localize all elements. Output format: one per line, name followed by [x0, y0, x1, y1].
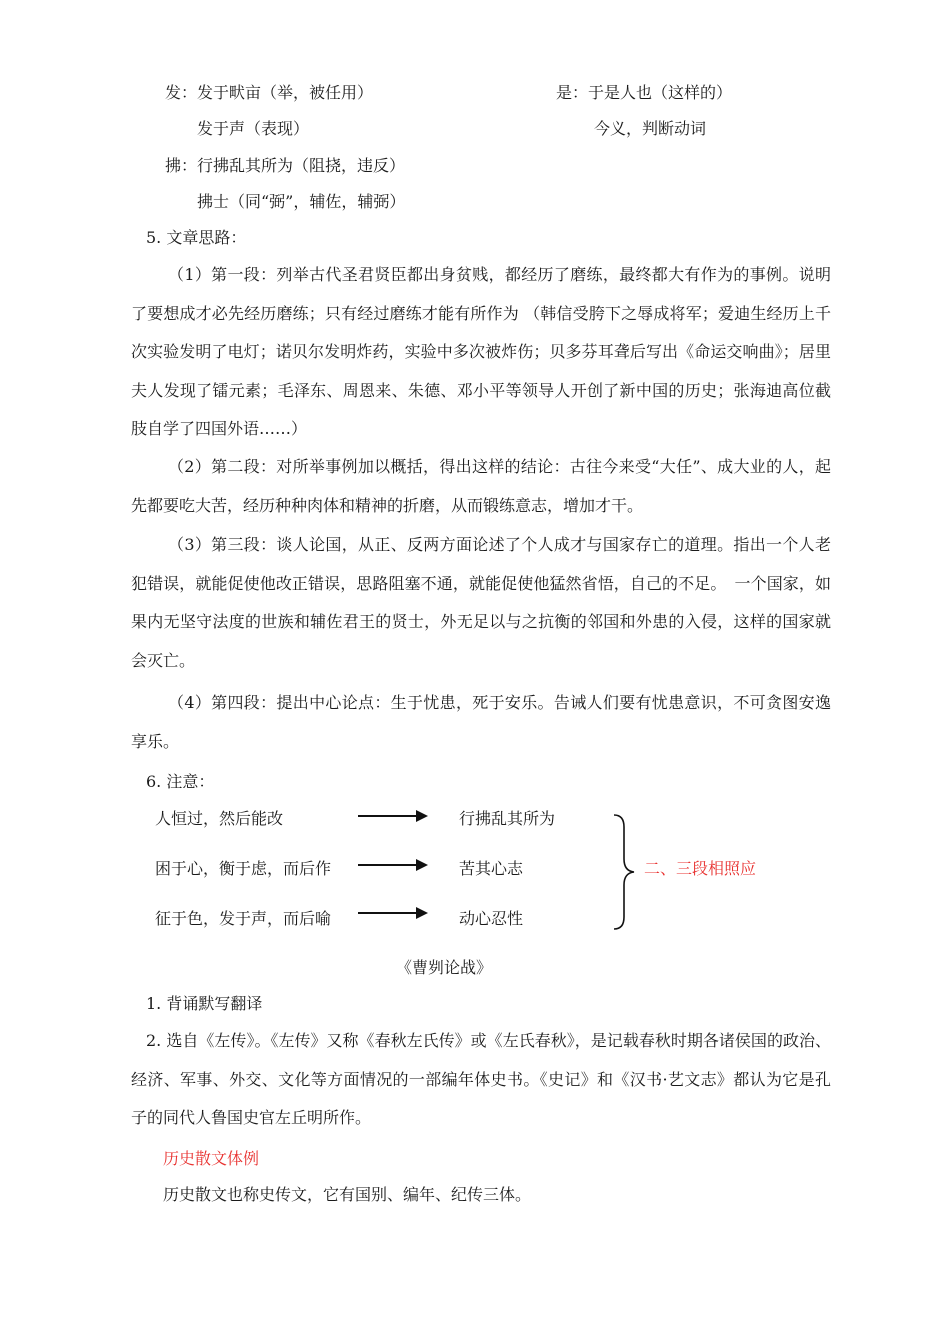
section6-heading: 6. 注意：	[146, 772, 215, 791]
section5-paragraph-2: （2）第二段：对所举事例加以概括，得出这样的结论：古往今来受“大任”、成大业的人，起先都要吃大苦，经历种种肉体和精神的折磨，从而锻练意志，增加才干。	[131, 457, 831, 515]
article-title: 《曹刿论战》	[396, 958, 493, 977]
section5-paragraph-3: （3）第三段：谈人论国，从正、反两方面论述了个人成才与国家存亡的道理。指出一个人老犯错误，就能促使他改正错误，思路阻塞不通，就能促使他猛然省悟，自己的不足。 一个国家，如果内无坚守法度的世族和辅佐君王的贤士，外无足以与之抗衡的邻国和外患的入侵，这样的国家就会灭亡。	[131, 535, 831, 670]
arrow-right-icon	[358, 864, 426, 866]
diagram-left-1: 人恒过，然后能改	[155, 809, 284, 828]
history-prose-text: 历史散文也称史传文，它有国别、编年、纪传三体。	[163, 1185, 532, 1204]
right-brace-icon	[612, 813, 638, 931]
cao-item-1: 1. 背诵默写翻译	[146, 994, 263, 1013]
brace-label: 二、三段相照应	[644, 859, 757, 878]
section5-paragraph-4: （4）第四段：提出中心论点：生于忧患，死于安乐。告诫人们要有忧患意识，不可贪图安逸享乐。	[131, 693, 831, 751]
history-prose-heading: 历史散文体例	[163, 1149, 260, 1168]
vocab-fa-2: 发于声（表现）	[197, 119, 310, 138]
vocab-shi-2: 今义，判断动词	[594, 119, 707, 138]
vocab-shi-1: 是：于是人也（这样的）	[556, 83, 733, 102]
vocab-fu-1: 拂：行拂乱其所为（阻挠，违反）	[165, 156, 406, 175]
section5-paragraph-1: （1）第一段：列举古代圣君贤臣都出身贫贱，都经历了磨练，最终都大有作为的事例。说明了要想成才必先经历磨练；只有经过磨练才能有所作为 （韩信受胯下之辱成将军；爱迪生经历上千次实验发明了电灯；诺贝尔发明炸药，实验中多次被炸伤；贝多芬耳聋后写出《命运交响曲》；居里夫人发现了镭元素；毛泽东、周恩来、朱德、邓小平等领导人开创了新中国的历史；张海迪高位截肢自学了四国外语……）	[131, 265, 831, 438]
vocab-fa-1: 发：发于畎亩（举，被任用）	[165, 83, 374, 102]
section5-heading: 5. 文章思路：	[146, 228, 247, 247]
diagram-right-1: 行拂乱其所为	[459, 809, 556, 828]
diagram-right-3: 动心忍性	[459, 909, 524, 928]
diagram-left-3: 征于色，发于声，而后喻	[155, 909, 332, 928]
cao-item-2: 2. 选自《左传》。《左传》又称《春秋左氏传》或《左氏春秋》，是记载春秋时期各诸侯国的政治、经济、军事、外交、文化等方面情况的一部编年体史书。《史记》和《汉书·艺文志》都认为它是孔子的同代人鲁国史官左丘明所作。	[131, 1031, 831, 1127]
arrow-right-icon	[358, 912, 426, 914]
arrow-right-icon	[358, 815, 426, 817]
diagram-right-2: 苦其心志	[459, 859, 524, 878]
vocab-fu-2: 拂士（同“弼”，辅佐，辅弼）	[197, 192, 406, 211]
diagram-left-2: 困于心，衡于虑，而后作	[155, 859, 332, 878]
